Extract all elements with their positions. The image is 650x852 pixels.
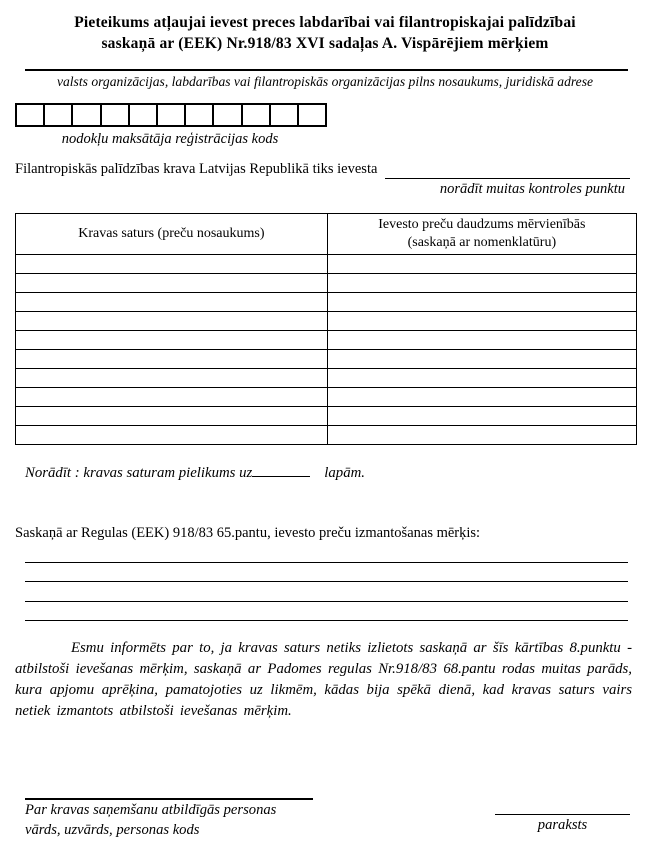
attachment-blank-line — [252, 463, 310, 477]
cargo-quantity-cell — [327, 407, 636, 426]
responsible-person-block — [25, 798, 313, 840]
cargo-contents-cell — [16, 293, 328, 312]
cargo-table — [15, 213, 637, 445]
purpose-blank-line — [25, 563, 628, 583]
tax-code-cell — [186, 105, 214, 125]
cargo-table-header-row — [16, 214, 637, 255]
cargo-contents-cell — [16, 426, 328, 445]
form-title-line1: Pieteikums atļaujai ievest preces labdarībai vai filantropiskajai palīdzībai — [74, 14, 576, 31]
tax-code-cell — [271, 105, 299, 125]
tax-code-cell — [158, 105, 186, 125]
tax-code-cell — [243, 105, 271, 125]
cargo-quantity-cell — [327, 369, 636, 388]
cargo-contents-cell — [16, 388, 328, 407]
entry-point-label: Filantropiskās palīdzības krava Latvijas Republikā tiks ievesta — [15, 161, 378, 177]
cargo-quantity-cell — [327, 388, 636, 407]
cargo-quantity-cell — [327, 255, 636, 274]
organization-blank-line — [25, 69, 628, 71]
cargo-table-row — [16, 312, 637, 331]
signature-caption: paraksts — [537, 817, 588, 833]
cargo-table-row — [16, 255, 637, 274]
signature-block — [495, 798, 630, 840]
purpose-label: Saskaņā ar Regulas (EEK) 918/83 65.pantu, ievesto preču izmantošanas mērķis: — [15, 525, 481, 541]
cargo-quantity-cell — [327, 331, 636, 350]
purpose-blank-line — [25, 582, 628, 602]
cargo-contents-cell — [16, 274, 328, 293]
form-title-line2: saskaņā ar (EEK) Nr.918/83 XVI sadaļas A. Vispārējiem mērķiem — [101, 35, 549, 52]
cargo-table-row — [16, 388, 637, 407]
document-page — [0, 12, 650, 852]
cargo-contents-cell — [16, 369, 328, 388]
attachment-prefix: Norādīt : kravas saturam pielikums uz — [25, 465, 253, 481]
cargo-contents-header: Kravas saturs (preču nosaukums) — [16, 214, 328, 255]
tax-code-caption: nodokļu maksātāja reģistrācijas kods — [61, 131, 279, 147]
cargo-contents-cell — [16, 350, 328, 369]
cargo-table-row — [16, 331, 637, 350]
tax-code-cell — [299, 105, 325, 125]
cargo-table-row — [16, 369, 637, 388]
tax-code-cell — [17, 105, 45, 125]
cargo-contents-cell — [16, 312, 328, 331]
cargo-quantity-cell — [327, 274, 636, 293]
cargo-quantity-cell — [327, 293, 636, 312]
cargo-quantity-header-line2: (saskaņā ar nomenklatūru) — [407, 235, 557, 250]
tax-code-boxes — [15, 103, 327, 127]
signature-section — [0, 798, 650, 840]
responsible-person-blank-line — [25, 798, 313, 800]
tax-code-cell — [73, 105, 101, 125]
entry-point-row — [15, 160, 630, 179]
cargo-table-row — [16, 407, 637, 426]
cargo-contents-cell — [16, 331, 328, 350]
tax-code-cell — [102, 105, 130, 125]
purpose-blank-line — [25, 602, 628, 622]
cargo-table-row — [16, 293, 637, 312]
tax-code-cell — [214, 105, 242, 125]
cargo-quantity-cell — [327, 426, 636, 445]
form-title — [0, 12, 650, 54]
organization-caption: valsts organizācijas, labdarības vai filantropiskās organizācijas pilns nosaukums, juridiskā adrese — [56, 74, 594, 89]
entry-point-blank-line — [385, 162, 630, 179]
declaration-paragraph: Esmu informēts par to, ja kravas saturs netiks izlietots saskaņā ar šīs kārtības 8.punktu - atbilstoši ievešanas mērķim, saskaņā ar Padomes regulas Nr.918/83 68.pantu rodas muitas parāds, kura apjomu aprēķina, pamatojoties uz likmēm, kādas bija spēkā dienā, kad kravas saturs vairs netiek izmantots atbilstoši ievešanas mērķim. — [15, 640, 632, 719]
cargo-table-row — [16, 350, 637, 369]
attachment-note — [25, 463, 650, 483]
cargo-table-row — [16, 426, 637, 445]
responsible-person-caption-line1: Par kravas saņemšanu atbildīgās personas — [25, 802, 277, 818]
attachment-suffix: lapām. — [324, 465, 365, 481]
cargo-quantity-header-line1: Ievesto preču daudzums mērvienībās — [378, 217, 586, 232]
cargo-quantity-cell — [327, 350, 636, 369]
tax-code-cell — [45, 105, 73, 125]
cargo-quantity-header — [327, 214, 636, 255]
purpose-blank-lines — [25, 543, 628, 621]
entry-point-caption: norādīt muitas kontroles punktu — [439, 181, 625, 197]
cargo-table-row — [16, 274, 637, 293]
cargo-quantity-cell — [327, 312, 636, 331]
purpose-blank-line — [25, 543, 628, 563]
tax-code-cell — [130, 105, 158, 125]
signature-blank-line — [495, 814, 630, 815]
cargo-contents-cell — [16, 407, 328, 426]
responsible-person-caption-line2: vārds, uzvārds, personas kods — [25, 822, 200, 838]
cargo-contents-cell — [16, 255, 328, 274]
